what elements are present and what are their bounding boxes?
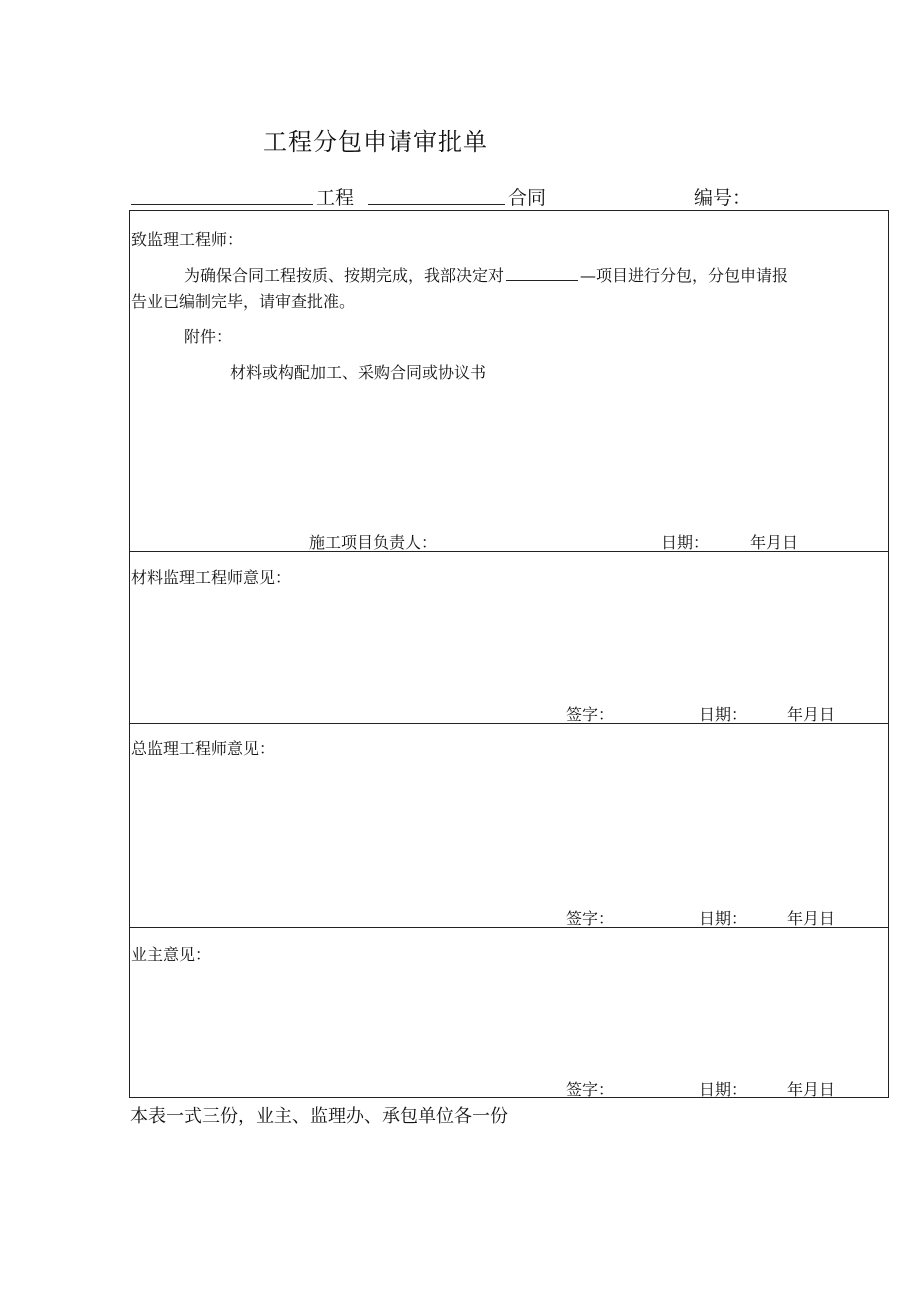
number-label: 编号： <box>694 187 752 209</box>
attachment-label: 附件： <box>184 327 233 346</box>
distribution-note: 本表一式三份，业主、监理办、承包单位各一份 <box>130 1106 508 1127</box>
chief-engineer-date-label: 日期： <box>699 909 748 928</box>
approval-form-table <box>129 210 889 1098</box>
materials-engineer-opinion-label: 材料监理工程师意见： <box>131 568 292 587</box>
addressee-label: 致监理工程师： <box>131 230 244 249</box>
owner-opinion-label: 业主意见： <box>131 945 212 964</box>
contract-name-blank[interactable] <box>368 204 505 205</box>
project-name-blank[interactable] <box>131 204 313 205</box>
page-title: 工程分包申请审批单 <box>263 128 488 156</box>
contract-label: 合同 <box>508 187 547 209</box>
chief-engineer-opinion-label: 总监理工程师意见： <box>131 739 276 758</box>
chief-engineer-date-value: 年月日 <box>787 909 836 928</box>
row-divider <box>130 551 888 552</box>
owner-date-value: 年月日 <box>787 1080 836 1099</box>
chief-engineer-sign-label: 签字： <box>566 909 615 928</box>
application-body-part2: —项目进行分包，分包申请报 <box>580 266 789 285</box>
project-label: 工程 <box>316 187 355 209</box>
row-divider <box>130 927 888 928</box>
row-divider <box>130 723 888 724</box>
materials-engineer-date-value: 年月日 <box>787 705 836 724</box>
owner-date-label: 日期： <box>699 1080 748 1099</box>
application-body-line1 <box>184 263 788 286</box>
materials-engineer-sign-label: 签字： <box>566 705 615 724</box>
attachment-item: 材料或构配加工、采购合同或协议书 <box>230 363 487 382</box>
subcontract-item-blank[interactable] <box>506 264 578 281</box>
application-date-label: 日期： <box>661 533 710 552</box>
application-body-part1: 为确保合同工程按质、按期完成，我部决定对 <box>184 266 505 285</box>
application-body-line2: 告业已编制完毕，请审查批准。 <box>131 292 356 311</box>
application-date-value: 年月日 <box>750 533 799 552</box>
project-manager-label: 施工项目负责人： <box>309 533 438 552</box>
materials-engineer-date-label: 日期： <box>699 705 748 724</box>
owner-sign-label: 签字： <box>566 1080 615 1099</box>
